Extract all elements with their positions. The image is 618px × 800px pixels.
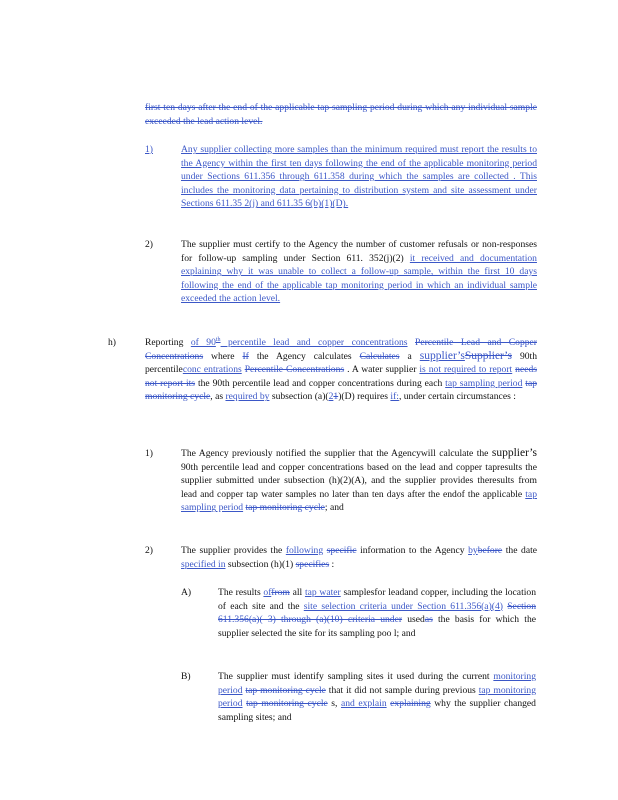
body-text: that it did not sample during previous [325, 684, 479, 696]
item-1-marker: 1) [145, 144, 153, 155]
item-B-body [218, 670, 536, 724]
deleted-text: Calculates [359, 350, 400, 362]
body-text: the date [502, 545, 537, 556]
item-1-body [181, 143, 537, 211]
deleted-text: as [424, 614, 433, 626]
inserted-text: is not required to report [419, 364, 513, 376]
deleted-text: from [271, 587, 290, 598]
body-text: information to the Agency [356, 545, 469, 556]
deleted-text: tap monitoring cycle [246, 698, 328, 710]
body-text: The supplier must certify to the Agency the number of customer refusals or non-responses for follow-up sampling under Section 611. 352(j)(2) [181, 239, 537, 264]
deleted-text: If [242, 350, 249, 362]
inserted-text: tap sampling period [445, 377, 523, 389]
inserted-text: th [215, 336, 221, 343]
body-text: s, [327, 698, 341, 710]
body-text: the Agency calculates [248, 350, 360, 362]
inserted-text: tap sampling period [181, 488, 537, 514]
body-text: supplier’s [491, 447, 537, 459]
top-fragment [145, 101, 537, 128]
deleted-text: specific [326, 545, 357, 556]
inserted-text: it received and documentation explaining why it was unable to collect a follow-up sample, within the first 10 days following the end of the applicable tap monitoring period in which an individual sample exceeded the action level. [181, 252, 537, 305]
body-text: The Agency previously notified the supplier that the Agencywill calculate the [181, 448, 492, 459]
item-A-body [218, 586, 536, 640]
inserted-text: required by [225, 391, 270, 403]
deleted-text: first ten days after the end of the applicable tap sampling period during which any individual sample exceeded the lead action level. [145, 102, 537, 127]
inserted-text: tap water [304, 587, 341, 598]
section-h-marker: h) [108, 337, 116, 348]
body-text: , under certain circumstances : [398, 391, 516, 403]
inserted-text: Any supplier collecting more samples than the minimum required must report the results to the Agency within the first ten days following the end of the applicable monitoring period under Sections 611.356 through 611.358 during which the samples are collected . This includes the monitoring data pertaining to distribution system and site assessment under Sections 611.35 2(j) and 611.35 6(b)(1)(D). [181, 144, 537, 210]
deleted-text: Section 611.356(a)( 3) through (a)(10) criteria under [218, 600, 536, 626]
item-2-body [181, 238, 537, 306]
deleted-text: tap monitoring cycle [145, 377, 538, 403]
body-text: 90th percentile [145, 350, 538, 376]
body-text: : [329, 558, 335, 570]
body-text: a [399, 350, 420, 362]
body-text: ; and [324, 502, 344, 514]
body-text: subsection (a)( [269, 391, 329, 403]
body-text: The results [218, 587, 264, 598]
deleted-text: 1 [333, 391, 339, 403]
body-text: all [289, 587, 305, 598]
deleted-text: Percentile Lead and Copper Concentrations [145, 337, 537, 362]
inserted-text: tap monitoring period [218, 684, 536, 710]
body-text: Reporting [145, 337, 191, 348]
inserted-text: if: [390, 391, 399, 403]
body-text: where [203, 350, 243, 362]
inserted-text: and explain [340, 698, 387, 710]
body-text: The supplier must identify sampling sites it used during the current [218, 671, 494, 682]
deleted-text: specifies [295, 558, 330, 570]
inserted-text: 2 [328, 391, 334, 403]
item-2-marker: 2) [145, 239, 153, 250]
body-text: the 90th percentile lead and copper concentrations during each [195, 377, 446, 389]
deleted-text: Percentile Concentrations [244, 364, 345, 376]
body-text: samplesfor leadand copper, including the location of each site and the [218, 587, 536, 612]
inserted-text: following [285, 545, 324, 556]
inserted-text: of 90 [190, 337, 216, 348]
inserted-text: of [263, 587, 272, 598]
item-A-marker: A) [181, 587, 192, 598]
inserted-text: specified in [181, 558, 226, 570]
inserted-text: site selection criteria under Section 611.356(a)(4) [303, 600, 503, 612]
item-h2-body [181, 544, 537, 571]
deleted-text: needs not report its [145, 364, 538, 389]
inserted-text: percentile lead and copper concentrations [220, 337, 408, 348]
body-text: . A water supplier [344, 364, 420, 376]
body-text: , as [210, 391, 226, 403]
item-h1-body [181, 447, 537, 515]
inserted-text: supplier’s [419, 349, 465, 362]
body-text: used [402, 614, 425, 626]
deleted-text: tap monitoring cycle [245, 502, 325, 514]
body-text [408, 337, 415, 348]
deleted-text: explaining [390, 698, 431, 710]
body-text: )(D) requires [338, 391, 391, 403]
inserted-text: conc entrations [182, 364, 242, 376]
body-text: 90th percentile lead and copper concentrations based on the lead and copper tapresults the supplier submitted under subsection (h)(2)(A), and the supplier provides theresults from lead and copper tap water samples no later than ten days after the endof the applicable [181, 461, 537, 500]
body-text: why the supplier changed sampling sites; and [218, 698, 536, 723]
inserted-text: by [468, 545, 478, 556]
item-B-marker: B) [181, 671, 191, 682]
body-text: the basis for which the supplier selected the site for its sampling poo l; and [218, 614, 536, 639]
section-h-body [145, 336, 537, 404]
deleted-text: Supplier’s [464, 349, 512, 362]
inserted-text: monitoring period [218, 671, 536, 696]
item-h2-marker: 2) [145, 545, 153, 556]
body-text: subsection (h)(1) [225, 558, 296, 570]
deleted-text: tap monitoring cycle [245, 684, 326, 696]
item-h1-marker: 1) [145, 448, 153, 459]
deleted-text: before [477, 545, 503, 556]
body-text: The supplier provides the [181, 545, 286, 556]
